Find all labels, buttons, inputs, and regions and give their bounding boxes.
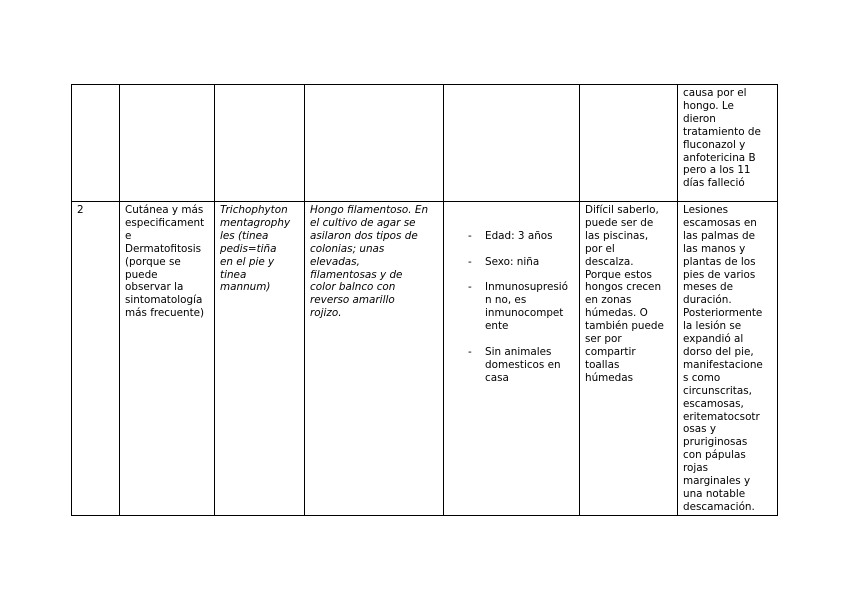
row-number: 2 bbox=[77, 204, 84, 216]
list-item: - Edad: 3 años bbox=[468, 229, 553, 242]
infection-type: Cutánea y más especificament e Dermatofitosis (porque se puede observar la sintomatología más frecuente) bbox=[125, 204, 205, 320]
lesion-description: Lesiones escamosas en las palmas de las manos y plantas de los pies de varios meses de duración. Posteriormente la lesión se expandió al dorso del pie, manifestacione s como circunscritas, escamosas, eritematocsotr osas y pruriginosas con pápulas rojas marginales y una notable descamación. bbox=[683, 204, 763, 513]
lesion-description-continued: causa por el hongo. Le dieron tratamiento de fluconazol y anfotericina B pero a los 11 días falleció bbox=[683, 87, 761, 190]
table-cell bbox=[444, 202, 580, 516]
list-item-text: Edad: 3 años bbox=[485, 229, 553, 242]
transmission-source: Difícil saberlo, puede ser de las piscinas, por el descalza. Porque estos hongos crecen en zonas húmedas. O también puede ser por compartir toallas húmedas bbox=[585, 204, 664, 384]
list-item: - Inmunosupresió n no, es inmunocompet ente bbox=[468, 281, 568, 333]
list-item-text: Sexo: niña bbox=[485, 255, 540, 268]
table-cell bbox=[305, 202, 444, 516]
list-item-text: Sin animales domesticos en casa bbox=[485, 345, 561, 384]
list-item: - Sexo: niña bbox=[468, 255, 540, 268]
table-cell bbox=[444, 85, 580, 202]
table-cell bbox=[305, 85, 444, 202]
list-item: - Sin animales domesticos en casa bbox=[468, 345, 561, 384]
patient-factors-list bbox=[444, 217, 575, 398]
table-cell bbox=[678, 202, 778, 516]
culture-description: Hongo filamentoso. En el cultivo de agar se asilaron dos tipos de colonias; unas elevadas, filamentosas y de color balnco con reverso amarillo rojizo. bbox=[310, 204, 429, 320]
table-cell bbox=[72, 202, 120, 516]
table-cell bbox=[72, 85, 120, 202]
list-item-text: Inmunosupresió n no, es inmunocompet ente bbox=[485, 281, 568, 333]
table-cell bbox=[678, 85, 778, 202]
table-cell bbox=[120, 202, 215, 516]
table-cell bbox=[580, 202, 678, 516]
pathogen-name: Trichophyton mentagrophy les (tinea pedis=tiña en el pie y tinea mannum) bbox=[220, 204, 291, 294]
table-cell bbox=[215, 202, 305, 516]
table-cell bbox=[120, 85, 215, 202]
table-row bbox=[72, 85, 778, 202]
table-cell bbox=[215, 85, 305, 202]
case-table bbox=[71, 84, 778, 516]
table-row bbox=[72, 202, 778, 516]
patient-factors bbox=[444, 202, 579, 412]
table-cell bbox=[580, 85, 678, 202]
